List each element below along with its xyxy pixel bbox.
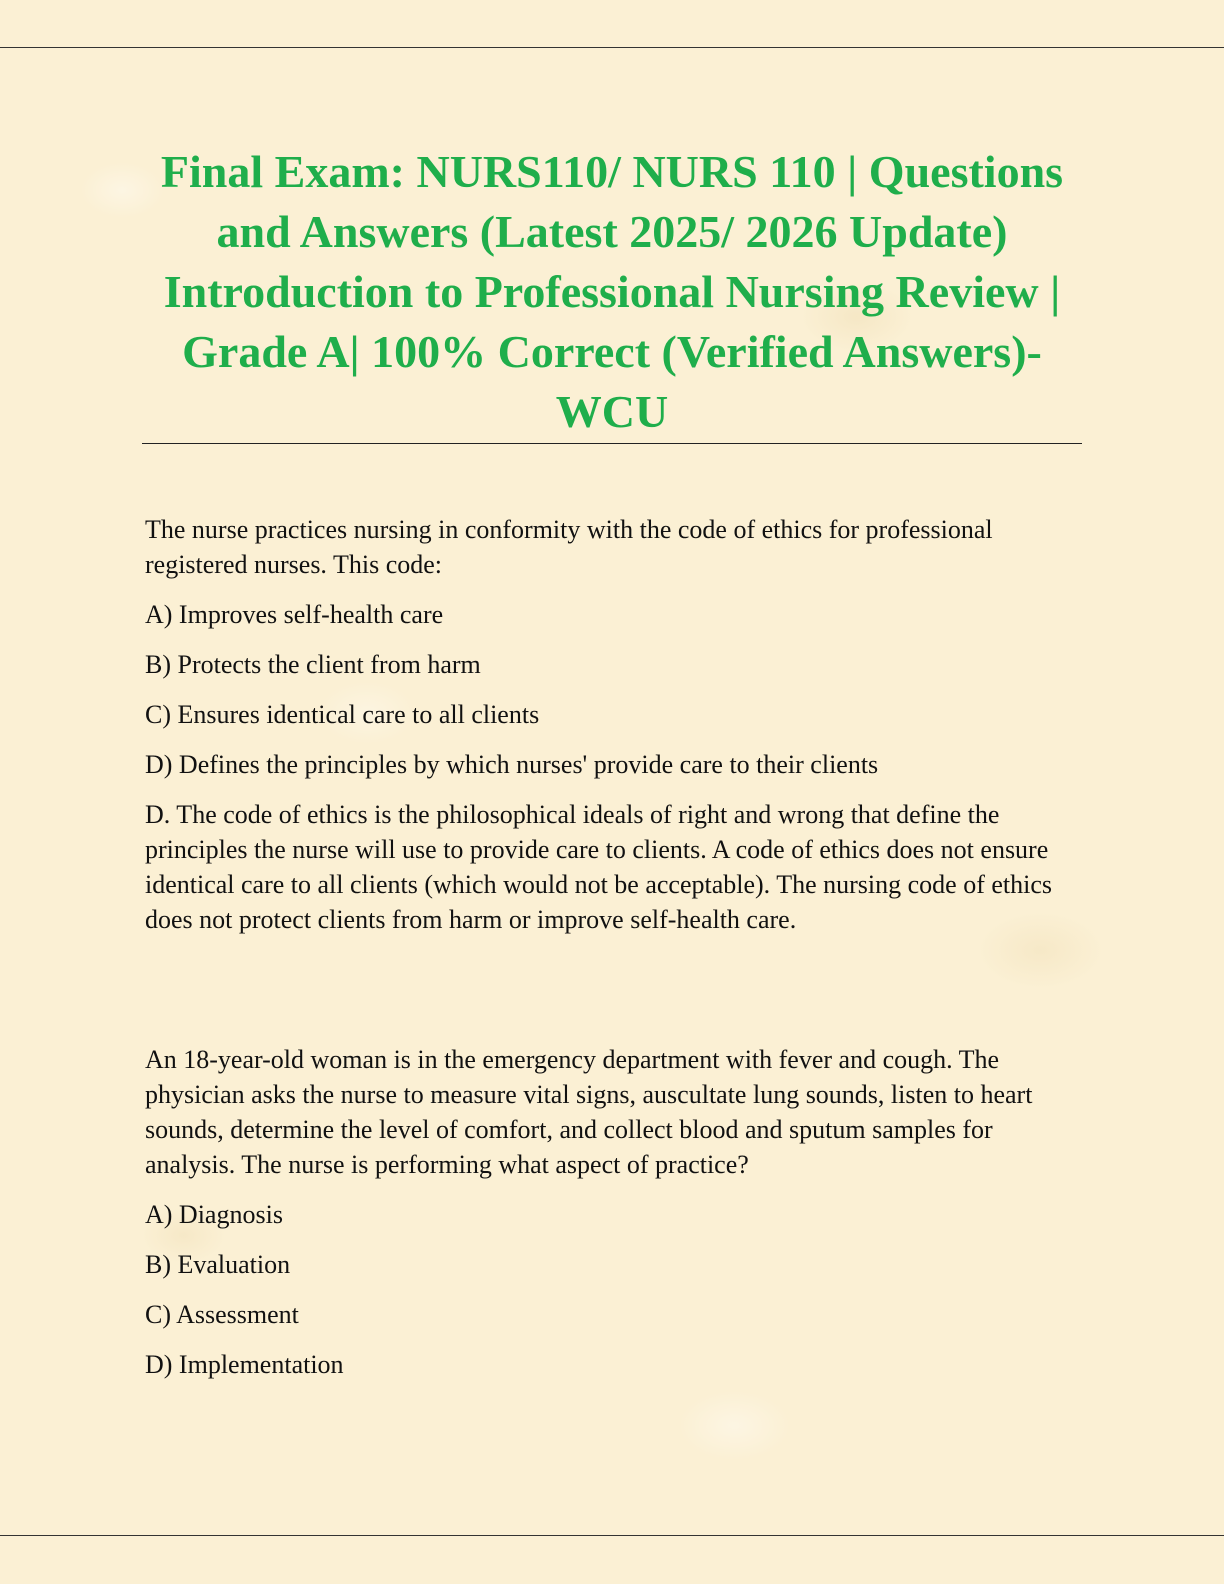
question-list xyxy=(145,512,1085,1397)
question-2 xyxy=(145,1042,1085,1382)
page-bottom-rule xyxy=(0,1535,1224,1536)
question-stem: The nurse practices nursing in conformity with the code of ethics for professional registered nurses. This code: xyxy=(145,515,993,579)
title-block xyxy=(142,142,1082,442)
option-c: C) Assessment xyxy=(145,1300,299,1329)
title-underline xyxy=(142,443,1082,444)
document-title: Final Exam: NURS110/ NURS 110 | Questions and Answers (Latest 2025/ 2026 Update) Introduction to Professional Nursing Review | Grade A| 100% Correct (Verified Answers)- WCU xyxy=(160,146,1064,437)
option-a: A) Improves self-health care xyxy=(145,600,444,629)
option-a: A) Diagnosis xyxy=(145,1200,283,1229)
option-d: D) Implementation xyxy=(145,1350,344,1379)
option-d: D) Defines the principles by which nurses' provide care to their clients xyxy=(145,750,879,779)
option-c: C) Ensures identical care to all clients xyxy=(145,700,540,729)
page-top-rule xyxy=(0,47,1224,48)
option-b: B) Evaluation xyxy=(145,1250,291,1279)
question-1 xyxy=(145,512,1085,937)
answer-explanation: D. The code of ethics is the philosophical ideals of right and wrong that define the principles the nurse will use to provide care to clients. A code of ethics does not ensure identical care to all clients (which would not be acceptable). The nursing code of ethics does not protect clients from harm or improve self-health care. xyxy=(145,800,1053,934)
option-b: B) Protects the client from harm xyxy=(145,650,481,679)
question-stem: An 18-year-old woman is in the emergency department with fever and cough. The physician asks the nurse to measure vital signs, auscultate lung sounds, listen to heart sounds, determine the level of comfort, and collect blood and sputum samples for analysis. The nurse is performing what aspect of practice? xyxy=(145,1045,1033,1179)
